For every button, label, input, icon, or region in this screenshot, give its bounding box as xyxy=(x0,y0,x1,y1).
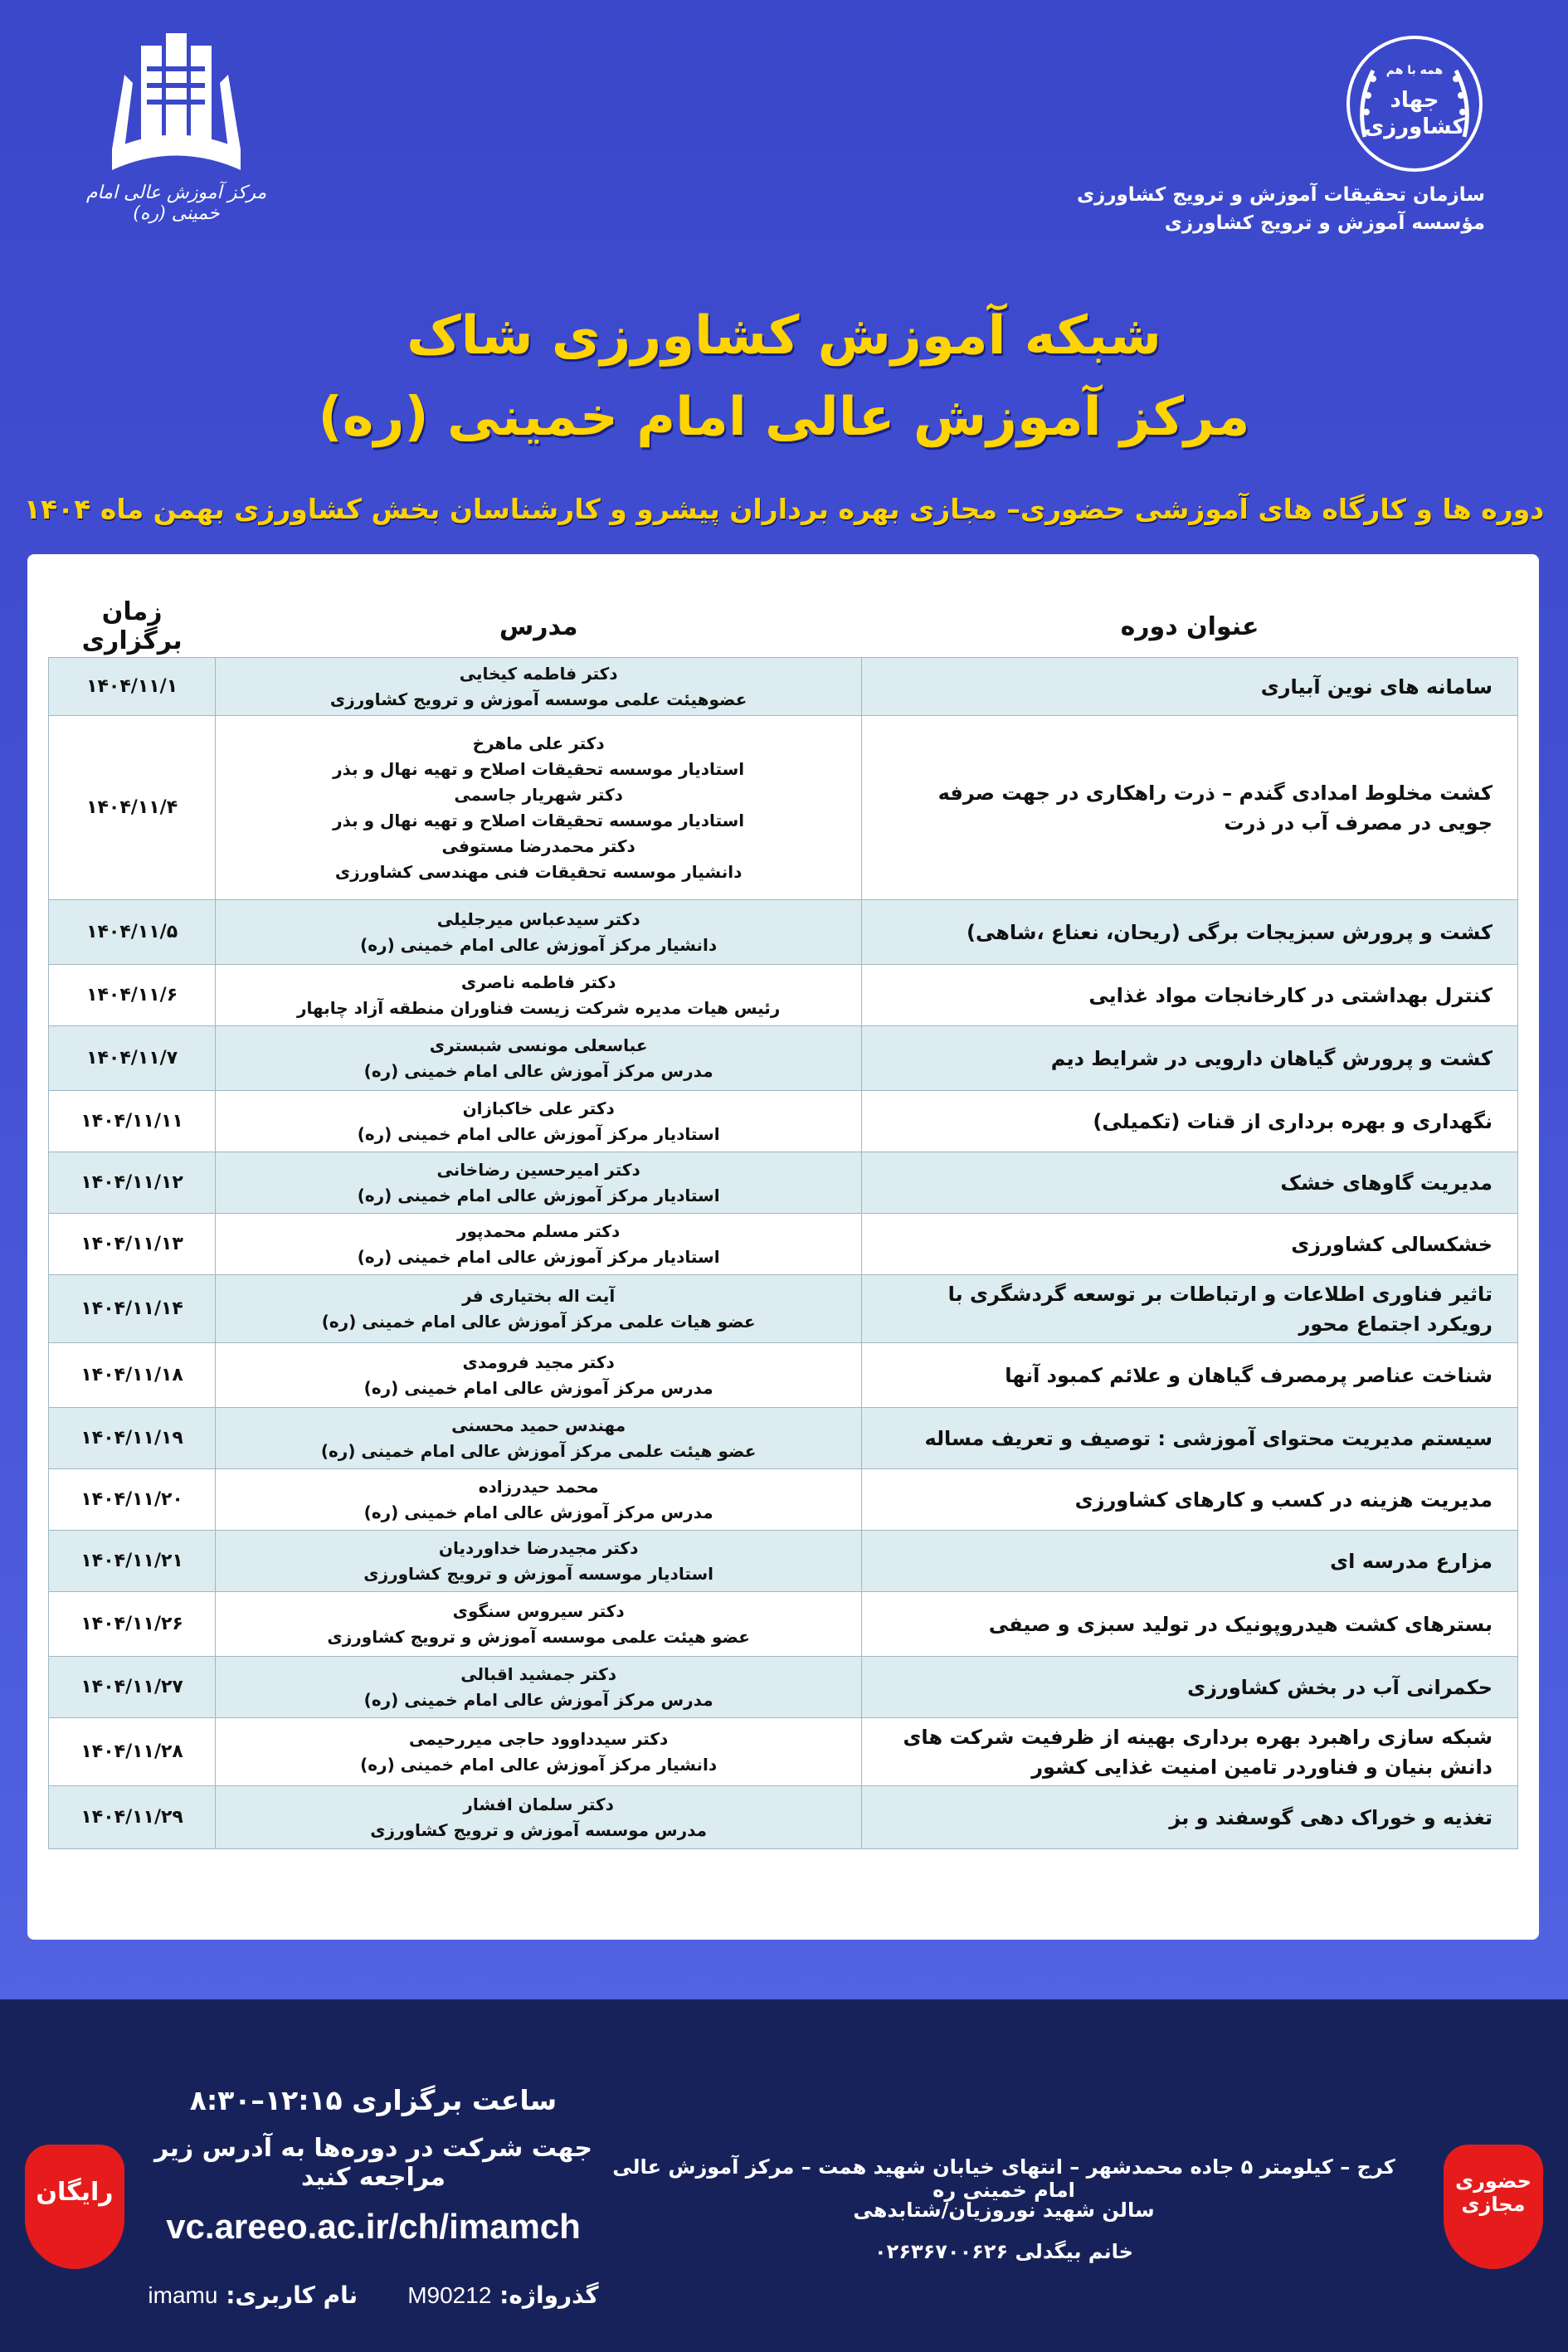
table-row xyxy=(49,1091,1518,1152)
table-body xyxy=(49,658,1518,1849)
teacher-name: دکتر مسلم محمدپور xyxy=(456,1220,621,1241)
contact-info: خانم بیگدلی ۰۲۶۳۶۷۰۰۶۲۶ xyxy=(874,2240,1133,2263)
teacher-cell xyxy=(216,1091,862,1152)
column-header-teacher: مدرس xyxy=(216,596,862,658)
date-cell: ۱۴۰۴/۱۱/۱۸ xyxy=(49,1343,216,1408)
teacher-affiliation: مدرس مرکز آموزش عالی امام خمینی (ره) xyxy=(363,1689,713,1710)
course-title-cell: کشت مخلوط امدادی گندم – ذرت راهکاری در جهت صرفه جویی در مصرف آب در ذرت xyxy=(862,716,1518,900)
date-cell: ۱۴۰۴/۱۱/۲۶ xyxy=(49,1592,216,1657)
teacher-cell xyxy=(216,1026,862,1091)
teacher-affiliation: دانشیار مرکز آموزش عالی امام خمینی (ره) xyxy=(360,1754,718,1775)
teacher-affiliation: استادیار مرکز آموزش عالی امام خمینی (ره) xyxy=(357,1123,720,1144)
registration-note: جهت شرکت در دوره‌ها به آدرس زیر مراجعه کنید xyxy=(154,2134,592,2192)
table-row xyxy=(49,1026,1518,1091)
teacher-cell xyxy=(216,1343,862,1408)
org-line-2: مؤسسه آموزش و ترویج کشاورزی xyxy=(1164,212,1485,234)
table-header-row xyxy=(49,596,1518,658)
course-title-cell: شناخت عناصر پرمصرف گیاهان و علائم کمبود آنها xyxy=(862,1343,1518,1408)
left-logo-caption: مرکز آموزش عالی امام خمینی (ره) xyxy=(85,183,267,224)
course-title-cell: بسترهای کشت هیدروپونیک در تولید سبزی و صیفی xyxy=(862,1592,1518,1657)
teacher-cell xyxy=(216,716,862,900)
course-title-cell: کنترل بهداشتی در کارخانجات مواد غذایی xyxy=(862,965,1518,1026)
table-row xyxy=(49,1786,1518,1849)
course-title-cell: مزارع مدرسه ای xyxy=(862,1531,1518,1592)
teacher-name: دکتر شهریار جاسمی xyxy=(454,784,623,805)
date-cell: ۱۴۰۴/۱۱/۱۱ xyxy=(49,1091,216,1152)
password-group xyxy=(407,2281,598,2309)
teacher-cell xyxy=(216,1718,862,1786)
teacher-cell xyxy=(216,1152,862,1214)
teacher-affiliation: استادیار موسسه آموزش و ترویج کشاورزی xyxy=(363,1563,714,1584)
table-row xyxy=(49,900,1518,965)
table-row xyxy=(49,1214,1518,1275)
teacher-name: آیت اله بختیاری فر xyxy=(462,1285,616,1306)
hall-name: سالن شهید نوروزیان/شتابدهی xyxy=(853,2199,1155,2222)
teacher-cell xyxy=(216,1786,862,1849)
teacher-affiliation: مدرس مرکز آموزش عالی امام خمینی (ره) xyxy=(363,1377,713,1398)
teacher-name: دکتر سیروس سنگوی xyxy=(452,1600,625,1621)
teacher-affiliation: مدرس مرکز آموزش عالی امام خمینی (ره) xyxy=(363,1060,713,1081)
teacher-name: دکتر مجید فرومدی xyxy=(462,1351,615,1372)
free-badge xyxy=(25,2145,124,2269)
course-title-cell: کشت و پرورش گیاهان دارویی در شرایط دیم xyxy=(862,1026,1518,1091)
organization-text xyxy=(987,181,1485,237)
date-cell: ۱۴۰۴/۱۱/۲۹ xyxy=(49,1786,216,1849)
username-value: imamu xyxy=(148,2282,218,2308)
table-row xyxy=(49,658,1518,716)
course-title-cell: تاثیر فناوری اطلاعات و ارتباطات بر توسعه گردشگری با رویکرد اجتماع محور xyxy=(862,1275,1518,1343)
password-value: M90212 xyxy=(407,2282,492,2308)
mode-badge xyxy=(1444,2145,1543,2269)
subtitle: دوره ها و کارگاه های آموزشی حضوری– مجازی بهره برداران پیشرو و کارشناسان بخش کشاورزی بهمن ماه ۱۴۰۴ xyxy=(23,493,1545,525)
teacher-name: دکتر علی ماهرخ xyxy=(472,733,605,753)
table-row xyxy=(49,1343,1518,1408)
teacher-cell xyxy=(216,1275,862,1343)
password-label: گذرواژه: xyxy=(499,2281,599,2309)
teacher-cell xyxy=(216,965,862,1026)
table-row xyxy=(49,1592,1518,1657)
book-logo-icon xyxy=(79,25,274,178)
course-title-cell: مدیریت هزینه در کسب و کارهای کشاورزی xyxy=(862,1469,1518,1531)
table-row xyxy=(49,1275,1518,1343)
username-label: نام کاربری: xyxy=(226,2281,358,2309)
course-title-cell: شبکه سازی راهبرد بهره برداری بهینه از ظرفیت شرکت های دانش بنیان و فناوردر تامین امنیت غذایی کشور xyxy=(862,1718,1518,1786)
teacher-name: دکتر علی خاکبازان xyxy=(462,1098,615,1118)
table-row xyxy=(49,716,1518,900)
course-title-cell: سیستم مدیریت محتوای آموزشی : توصیف و تعریف مساله xyxy=(862,1408,1518,1469)
column-header-course: عنوان دوره xyxy=(862,596,1518,658)
date-cell: ۱۴۰۴/۱۱/۱ xyxy=(49,658,216,716)
title-line-2: مرکز آموزش عالی امام خمینی (ره) xyxy=(318,387,1250,448)
course-title-cell: سامانه های نوین آبیاری xyxy=(862,658,1518,716)
table-row xyxy=(49,965,1518,1026)
date-cell: ۱۴۰۴/۱۱/۲۸ xyxy=(49,1718,216,1786)
date-cell: ۱۴۰۴/۱۱/۱۲ xyxy=(49,1152,216,1214)
teacher-affiliation: استادیار موسسه تحقیقات اصلاح و تهیه نهال و بذر xyxy=(333,810,745,830)
teacher-affiliation: عضوهیئت علمی موسسه آموزش و ترویج کشاورزی xyxy=(329,689,747,709)
table-row xyxy=(49,1718,1518,1786)
teacher-affiliation: عضو هیئت علمی مرکز آموزش عالی امام خمینی (ره) xyxy=(320,1440,757,1461)
registration-url[interactable]: vc.areeo.ac.ir/ch/imamch xyxy=(166,2207,581,2246)
address: کرج – کیلومتر ۵ جاده محمدشهر – انتهای خیابان شهید همت – مرکز آموزش عالی امام خمینی ره xyxy=(612,2155,1395,2202)
teacher-name: دکتر فاطمه کیخایی xyxy=(459,663,618,684)
session-time: ساعت برگزاری ۱۲:۱۵–۸:۳۰ xyxy=(189,2084,558,2116)
course-title-cell: مدیریت گاوهای خشک xyxy=(862,1152,1518,1214)
course-title-cell: کشت و پرورش سبزیجات برگی (ریحان، نعناع ،شاهی) xyxy=(862,900,1518,965)
date-cell: ۱۴۰۴/۱۱/۲۰ xyxy=(49,1469,216,1531)
table-row xyxy=(49,1469,1518,1531)
table-row xyxy=(49,1531,1518,1592)
title-line-1: شبکه آموزش کشاورزی شاک xyxy=(407,305,1161,367)
teacher-cell xyxy=(216,658,862,716)
teacher-name: مهندس حمید محسنی xyxy=(451,1415,626,1435)
date-cell: ۱۴۰۴/۱۱/۱۹ xyxy=(49,1408,216,1469)
date-cell: ۱۴۰۴/۱۱/۵ xyxy=(49,900,216,965)
table-row xyxy=(49,1657,1518,1718)
teacher-name: دکتر مجیدرضا خداوردیان xyxy=(438,1537,639,1558)
date-cell: ۱۴۰۴/۱۱/۲۱ xyxy=(49,1531,216,1592)
date-cell: ۱۴۰۴/۱۱/۲۷ xyxy=(49,1657,216,1718)
course-title-cell: حکمرانی آب در بخش کشاورزی xyxy=(862,1657,1518,1718)
teacher-cell xyxy=(216,1531,862,1592)
teacher-affiliation: استادیار مرکز آموزش عالی امام خمینی (ره) xyxy=(357,1246,720,1267)
teacher-affiliation: عضو هیات علمی مرکز آموزش عالی امام خمینی (ره) xyxy=(321,1311,756,1332)
mode-badge-line-1: حضوری xyxy=(1455,2169,1531,2193)
date-cell: ۱۴۰۴/۱۱/۱۴ xyxy=(49,1275,216,1343)
teacher-name: دکتر سیدعباس میرجلیلی xyxy=(436,908,640,929)
teacher-name: محمد حیدرزاده xyxy=(478,1476,599,1497)
teacher-cell xyxy=(216,900,862,965)
org-line-1: سازمان تحقیقات آموزش و ترویج کشاورزی xyxy=(1076,184,1485,206)
date-cell: ۱۴۰۴/۱۱/۱۳ xyxy=(49,1214,216,1275)
date-cell: ۱۴۰۴/۱۱/۷ xyxy=(49,1026,216,1091)
teacher-affiliation: استادیار موسسه تحقیقات اصلاح و تهیه نهال و بذر xyxy=(333,758,745,779)
column-header-date: زمان برگزاری xyxy=(49,596,216,658)
teacher-cell xyxy=(216,1657,862,1718)
course-title-cell: نگهداری و بهره برداری از قنات (تکمیلی) xyxy=(862,1091,1518,1152)
right-logo-top-text: همه با هم xyxy=(1385,64,1444,77)
course-title-cell: تغذیه و خوراک دهی گوسفند و بز xyxy=(862,1786,1518,1849)
right-logo-text: جهاد کشاورزی xyxy=(1364,88,1465,139)
teacher-name: دکتر جمشید اقبالی xyxy=(460,1663,616,1684)
schedule-panel xyxy=(27,554,1539,1940)
free-badge-text: رایگان xyxy=(36,2178,114,2207)
teacher-name: دکتر امیرحسین رضاخانی xyxy=(436,1159,640,1180)
teacher-affiliation: مدرس موسسه آموزش و ترویج کشاورزی xyxy=(370,1819,708,1840)
teacher-affiliation: استادیار مرکز آموزش عالی امام خمینی (ره) xyxy=(357,1185,720,1205)
course-title-cell: خشکسالی کشاورزی xyxy=(862,1214,1518,1275)
date-cell: ۱۴۰۴/۱۱/۴ xyxy=(49,716,216,900)
jahad-keshavarzi-logo xyxy=(1340,29,1489,178)
teacher-name: دکتر سلمان افشار xyxy=(463,1794,614,1814)
teacher-cell xyxy=(216,1469,862,1531)
teacher-name: دکتر محمدرضا مستوفی xyxy=(441,835,635,856)
table-row xyxy=(49,1408,1518,1469)
teacher-cell xyxy=(216,1592,862,1657)
date-cell: ۱۴۰۴/۱۱/۶ xyxy=(49,965,216,1026)
teacher-affiliation: عضو هیئت علمی موسسه آموزش و ترویج کشاورزی xyxy=(327,1626,750,1647)
table-row xyxy=(49,1152,1518,1214)
teacher-affiliation: مدرس مرکز آموزش عالی امام خمینی (ره) xyxy=(363,1502,713,1522)
teacher-affiliation: رئیس هیات مدیره شرکت زیست فناوران منطقه آزاد چابهار xyxy=(296,997,781,1018)
teacher-name: عباسعلی مونسی شبستری xyxy=(429,1035,648,1055)
schedule-table xyxy=(48,596,1518,1849)
teacher-affiliation: دانشیار موسسه تحقیقات فنی مهندسی کشاورزی xyxy=(334,861,743,882)
teacher-cell xyxy=(216,1408,862,1469)
teacher-affiliation: دانشیار مرکز آموزش عالی امام خمینی (ره) xyxy=(360,934,718,955)
teacher-cell xyxy=(216,1214,862,1275)
username-group xyxy=(148,2281,358,2309)
teacher-name: دکتر سیدداوود حاجی میررحیمی xyxy=(408,1728,669,1749)
mode-badge-line-2: مجازی xyxy=(1461,2193,1526,2216)
teacher-name: دکتر فاطمه ناصری xyxy=(460,971,616,992)
login-info xyxy=(141,2281,606,2309)
imam-khomeini-center-logo xyxy=(79,25,274,224)
